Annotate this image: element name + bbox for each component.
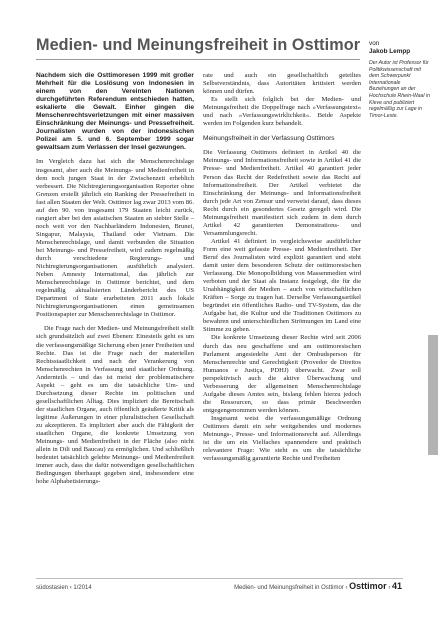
body-paragraph: Die Frage nach der Medien- und Meinungsfreiheit stellt sich grundsätzlich auf zwei Ebenen: Einesteils geht es um die verfassungsmäßige Sicherung eben jener Freiheiten und Rechte. Das ist die Frage nach der materiellen Rechtsstaatlichkeit und nach der Verankerung von Menschenrechten in Verfassung und staatlicher Ordnung. Andernteils – und das ist meist der problematischere Aspekt – geht es um die tatsächliche Um- und Durchsetzung dieser Rechte im politischen und gesellschaftlichen Alltag. Dies impliziert die Bereitschaft der staatlichen Organe, auch öffentlich geäußerte Kritik als legitime Äußerungen in einer pluralistischen Gesellschaft zu akzeptieren. Es impliziert aber auch die Fähigkeit der staatlichen Organe, die konkrete Umsetzung von Meinungs- und Medienfreiheit in der Fläche (also nicht allein in Dili und Baucau) zu ermöglichen. Und schließlich bedeutet tatsächlich gelebte Meinungs- und Medienfreiheit immer auch, dass die dafür notwendigen gesellschaftlichen Bedingungen überhaupt gegeben sind, insbesondere eine hohe Alphabetisierungs- (36, 325, 194, 486)
author-prefix: von (369, 40, 380, 47)
page-number: 41 (391, 581, 402, 591)
author-bio: Der Autor ist Professor für Politikwissenschaft mit dem Schwerpunkt Internationale Beziehungen an der Hochschule Rhein-Waal in Kleve und publiziert regelmäßig zur Lage in Timor-Leste. (369, 60, 431, 119)
body-paragraph: Es stellt sich folglich bei der Medien- und Meinungsfreiheit die Doppelfrage nach »Verfassungstext« und nach »Verfassungswirklichkeit«. Beide Aspekte werden im Folgenden kurz behandelt. (203, 96, 361, 128)
body-paragraph: Insgesamt weist die verfassungsmäßige Ordnung Osttimors damit ein sehr weitgehendes und modernes Meinungs-, Presse- und Informationsrecht auf. Allerdings ist die um ein Vielfaches spannendere und praktisch relevantere Frage: Wie steht es um die tatsächliche verfassungsmäßig garantierte Rechte und Freiheiten (203, 414, 361, 463)
author-name: Jakob Lempp (369, 48, 411, 55)
title-divider (36, 59, 360, 60)
body-paragraph: Artikel 41 definiert in vergleichsweise ausführlicher Form eine weit gefasste Presse- und Medienfreiheit. Der Beruf des Journalisten wird explizit garantiert und steht damit unter dem besonderen Schutz der osttimoresischen Verfassung. Die Monopolbildung von Massenmedien wird verboten und der Staat als Instanz festgelegt, die für die Unabhängigkeit der Medien – auch von wirtschaftlichen Kräften – Sorge zu tragen hat. Derselbe Verfassungsartikel begründet ein öffentliches Radio- und TV-System, das die Aufgabe hat, die Kultur und die Traditionen Osttimors zu bewahren und unterschiedlichen Strömungen im Land eine Stimme zu geben. (203, 237, 361, 334)
author-block (369, 40, 431, 56)
body-paragraph: Im Vergleich dazu hat sich die Menschenrechtslage insgesamt, aber auch die Meinungs- und Medienfreiheit in dem noch jungen Staat in der Zwischenzeit erheblich verbessert. Die Nichtregierungsorganisation Reporter ohne Grenzen erstellt jährlich ein Ranking der Pressefreiheit in fast allen Staaten der Welt. Osttimor lag zwar 2013 vom 86. auf den 90. von insgesamt 179 Staaten leicht zurück, rangiert aber bei den asiatischen Staaten an siebter Stelle – noch weit vor den Nachbarländern Indonesien, Brunei, Singapur, Malaysia, Thailand oder Vietnam. Die Menschenrechtslage, und damit verbunden die Situation bei Meinungs- und Pressefreiheit, wird zudem regelmäßig durch verschiedene Regierungs- und Nichtregierungsorganisationen ausführlich analysiert. Neben Amnesty International, das jährlich zur Menschenrechtslage in Osttimor berichtet, und dem regelmäßig aktualisierten Länderbericht des US Department of State erarbeiteten 2011 auch lokale Nichtregierungsorganisationen einen gemeinsamen Positionspapier zur Menschenrechtslage in Osttimor. (36, 158, 194, 319)
footer-article-title: Medien- und Meinungsfreiheit in Osttimor ‹ (234, 585, 348, 591)
left-column (36, 72, 194, 486)
footer-divider (36, 578, 403, 579)
section-subheading: Meinungsfreiheit in der Verfassung Osttimors (203, 135, 335, 143)
body-paragraph: Die Verfassung Osttimors definiert in Artikel 40 die Meinungs- und Informationsfreiheit sowie in Artikel 41 die Presse- und Medienfreiheit. Artikel 40 garantiert jeder Person das Recht der Redefreiheit sowie das Recht auf Informationsfreiheit. Der Artikel verbietet die Einschränkung der Meinungs- und Informationsfreiheit durch jede Art von Zensur und verweist darauf, dass dieses Recht durch ein gesondertes Gesetz geregelt wird. Die Meinungsfreiheit manifestiert sich zudem in dem durch Artikel 42 garantierten Demonstrations- und Versammlungsrecht. (203, 149, 361, 237)
article-title: Medien- und Meinungsfreiheit in Osttimor (36, 36, 361, 54)
lead-paragraph: Nachdem sich die Osttimoresen 1999 mit großer Mehrheit für die Loslösung von Indonesien in einem von den Vereinten Nationen durchgeführten Referendum entschieden hatten, eskalierte die Gewalt. Einher gingen die Menschenrechtsverletzungen mit einer massiven Einschränkung der Meinungs- und Pressefreiheit. Journalisten wurden von der indonesischen Polizei am 5. und 6. September 1999 sogar gewaltsam zum Verlassen der Insel gezwungen. (36, 72, 194, 152)
footer-running-head: Medien- und Meinungsfreiheit in Osttimor ‹ Osttimor ‹ 41 (234, 581, 402, 591)
body-paragraph: Die konkrete Umsetzung dieser Rechte wird seit 2006 durch das neu geschaffene und am osttimoresischen Parlament angesiedelte Amt der Ombudsperson für Menschenrechte und Gerechtigkeit (Provedor de Direitos Humanos e Justiça, PDHJ) überwacht. Zwar soll perspektivisch auch die aktive Überwachung und Verbesserung der allgemeinen Menschenrechtslage Aufgabe dieses Amtes sein, bislang fehlen hierzu jedoch die Ressourcen, so dass primär Beschwerden entgegengenommen werden können. (203, 334, 361, 414)
right-column (203, 72, 361, 463)
body-paragraph: rate und auch ein gesellschaftlich geteiltes Selbstverständnis, dass Autoritäten kritisiert werden können und dürfen. (203, 72, 361, 96)
section-tab-marker (428, 335, 438, 455)
footer-section: Osttimor (349, 581, 387, 591)
footer-issue: südostasien ‹ 1/2014 (36, 585, 92, 591)
